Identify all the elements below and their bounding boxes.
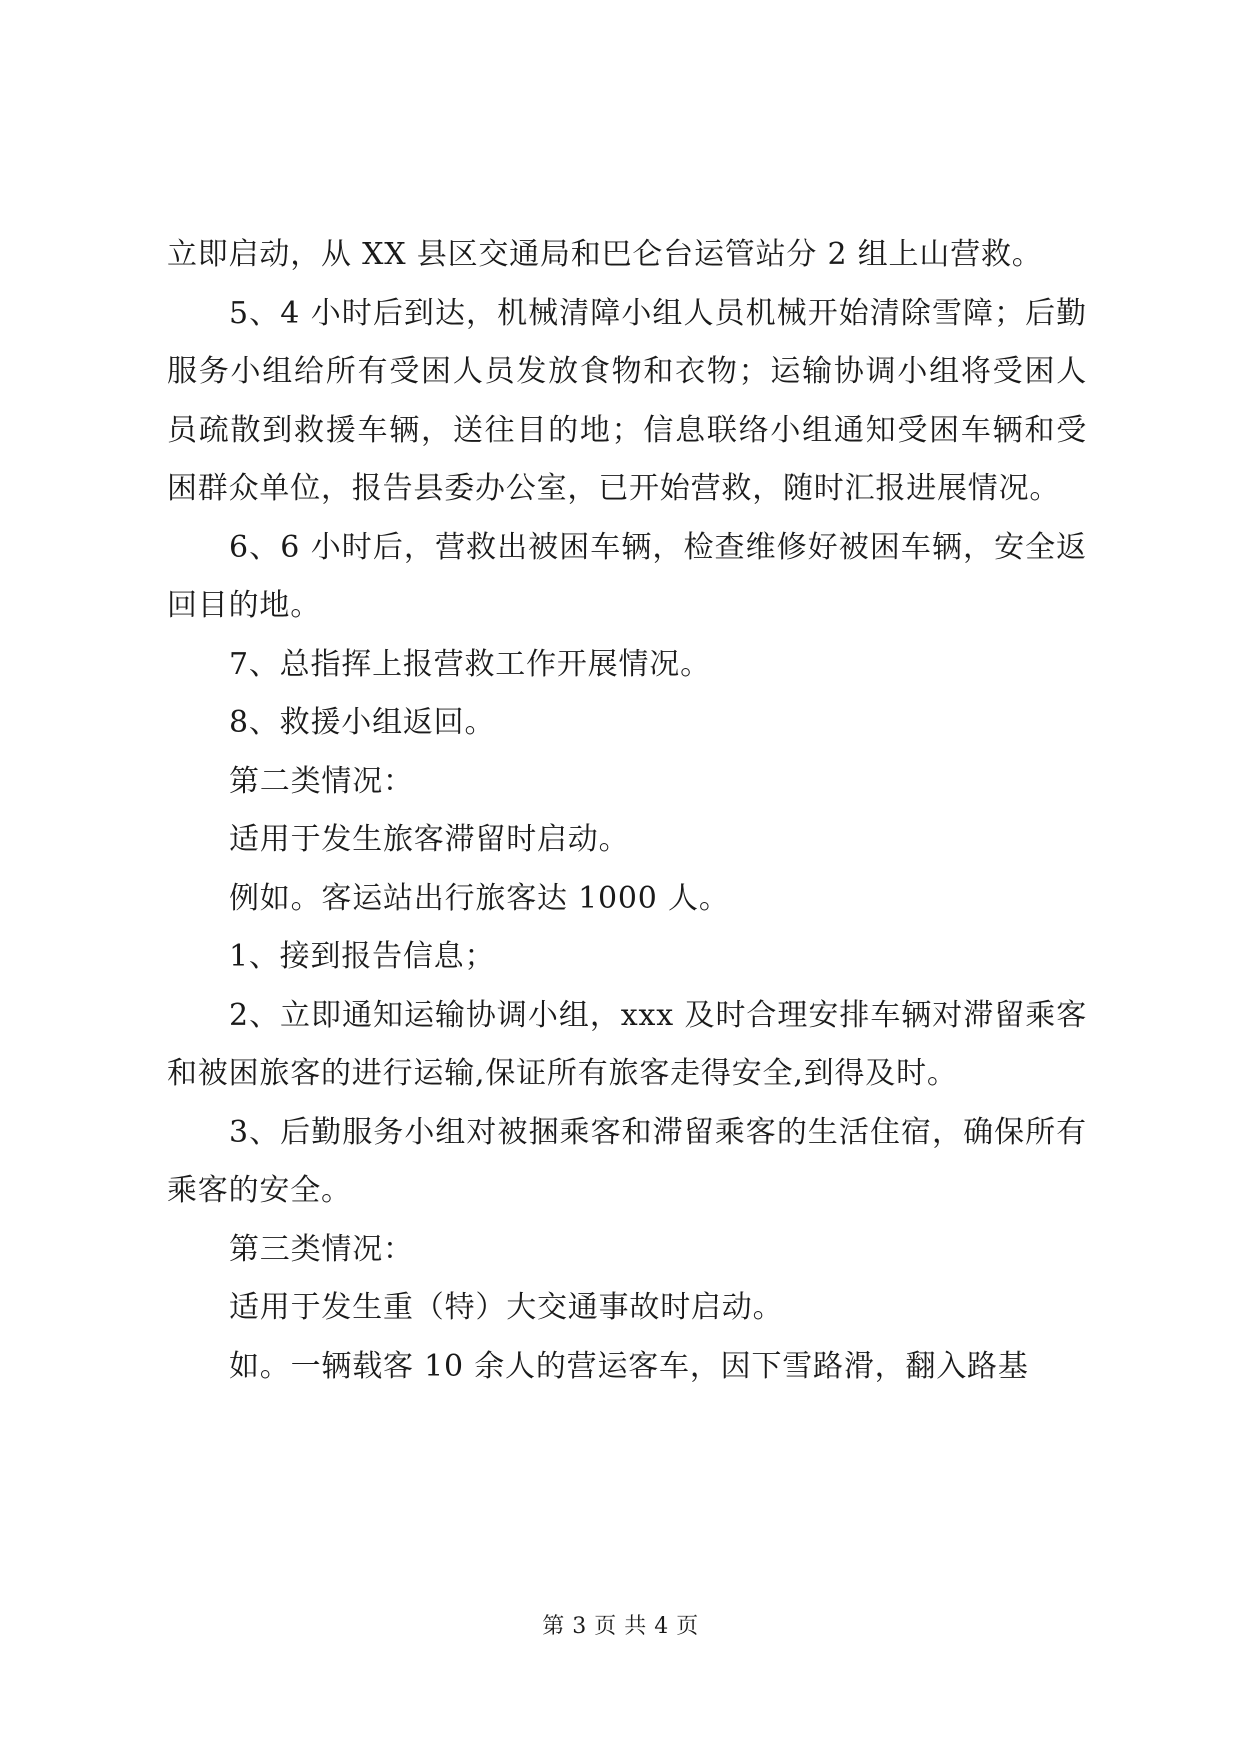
paragraph: 8、救援小组返回。 bbox=[229, 705, 496, 740]
page-footer: 第 3 页 共 4 页 bbox=[542, 1614, 699, 1639]
paragraph: 立即启动，从 XX 县区交通局和巴仑台运管站分 2 组上山营救。 bbox=[167, 237, 1043, 272]
paragraph: 5、4 小时后到达，机械清障小组人员机械开始清除雪障；后勤服务小组给所有受困人员发放食物和衣物；运输协调小组将受困人员疏散到救援车辆，送往目的地；信息联络小组通知受困车辆和受困群众单位，报告县委办公室，已开始营救，随时汇报进展情况。 bbox=[167, 295, 1087, 506]
paragraph: 7、总指挥上报营救工作开展情况。 bbox=[229, 646, 711, 682]
section-heading: 第三类情况： bbox=[229, 1231, 414, 1267]
paragraph: 适用于发生重（特）大交通事故时启动。 bbox=[229, 1290, 784, 1325]
paragraph: 例如。客运站出行旅客达 1000 人。 bbox=[229, 880, 730, 916]
paragraph: 适用于发生旅客滞留时启动。 bbox=[229, 822, 630, 857]
paragraph: 1、接到报告信息； bbox=[229, 939, 496, 974]
paragraph: 6、6 小时后，营救出被困车辆，检查维修好被困车辆，安全返回目的地。 bbox=[167, 529, 1087, 623]
document-body bbox=[167, 226, 1087, 1396]
paragraph: 如。一辆载客 10 余人的营运客车，因下雪路滑，翻入路基 bbox=[229, 1348, 1029, 1384]
paragraph: 3、后勤服务小组对被捆乘客和滞留乘客的生活住宿，确保所有乘客的安全。 bbox=[167, 1114, 1087, 1208]
paragraph: 2、立即通知运输协调小组，xxx 及时合理安排车辆对滞留乘客和被困旅客的进行运输,保证所有旅客走得安全,到得及时。 bbox=[167, 997, 1087, 1091]
section-heading: 第二类情况： bbox=[229, 763, 414, 799]
